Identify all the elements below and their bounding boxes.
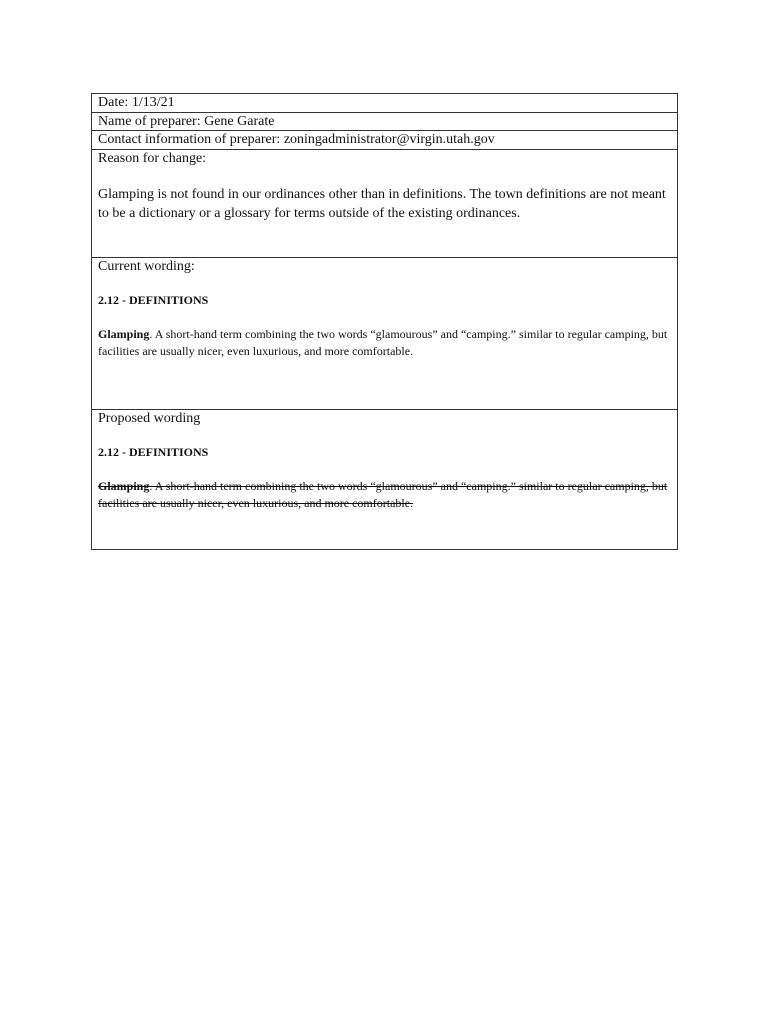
proposed-wording-row (92, 410, 677, 549)
contact-text: Contact information of preparer: zoningadministrator@virgin.utah.gov (98, 132, 495, 147)
date-row (92, 94, 677, 113)
proposed-definition-struck (98, 478, 671, 512)
proposed-definition-text: . A short-hand term combining the two words “glamourous” and “camping.” similar to regular camping, but facilities are usually nicer, even luxurious, and more comfortable. (98, 478, 668, 510)
current-definition-text: . A short-hand term combining the two words “glamourous” and “camping.” similar to regular camping, but facilities are usually nicer, even luxurious, and more comfortable. (98, 326, 668, 358)
proposed-term: Glamping (98, 478, 150, 493)
current-term: Glamping (98, 326, 150, 341)
date-text: Date: 1/13/21 (98, 95, 175, 110)
preparer-text: Name of preparer: Gene Garate (98, 113, 275, 129)
current-section-title: 2.12 - DEFINITIONS (98, 292, 209, 307)
reason-text: Glamping is not found in our ordinances other than in definitions. The town definitions are not meant to be a dictionary or a glossary for terms outside of the existing ordinances. (98, 186, 666, 221)
proposed-section-title: 2.12 - DEFINITIONS (98, 444, 209, 459)
contact-row (92, 131, 677, 150)
current-definition (98, 326, 671, 360)
current-wording-row (92, 258, 677, 410)
change-request-form (91, 93, 678, 550)
current-wording-label: Current wording: (98, 258, 195, 274)
reason-row (92, 150, 677, 258)
preparer-row (92, 113, 677, 132)
proposed-wording-label: Proposed wording (98, 410, 201, 426)
reason-label: Reason for change: (98, 150, 207, 166)
